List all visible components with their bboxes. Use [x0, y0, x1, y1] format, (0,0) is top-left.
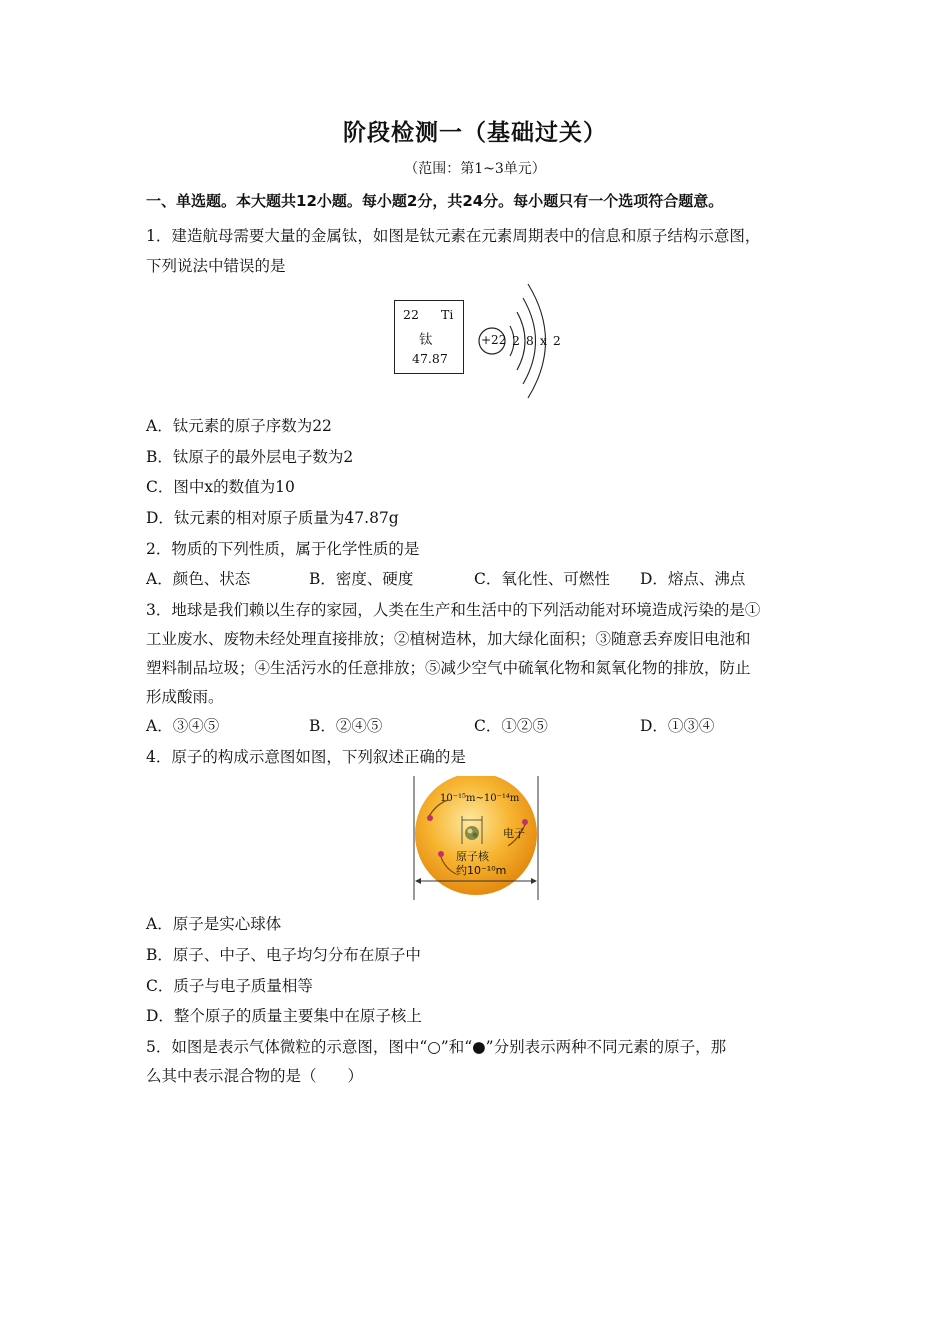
- q1-stem-line1: 1．建造航母需要大量的金属钛，如图是钛元素在元素周期表中的信息和原子结构示意图，: [146, 227, 761, 245]
- q3-option-b: B．②④⑤: [309, 717, 383, 735]
- electron-shells: 2 8 x 2: [512, 333, 561, 348]
- q2-option-c: C．氧化性、可燃性: [474, 570, 610, 588]
- q3-stem-line4: 形成酸雨。: [146, 688, 224, 706]
- q1-option-a: A．钛元素的原子序数为22: [146, 417, 332, 435]
- q1-option-c: C．图中x的数值为10: [146, 478, 295, 496]
- proton-icon: [468, 829, 473, 834]
- element-card: [394, 300, 464, 374]
- q4-option-b: B．原子、中子、电子均匀分布在原子中: [146, 946, 421, 964]
- element-number: 22: [403, 307, 419, 322]
- q3-option-a: A．③④⑤: [146, 717, 220, 735]
- nucleus-label: 原子核: [456, 850, 489, 863]
- q4-option-c: C．质子与电子质量相等: [146, 977, 313, 995]
- q1-option-b: B．钛原子的最外层电子数为2: [146, 448, 354, 466]
- element-symbol: Ti: [441, 307, 454, 322]
- q4-stem: 4．原子的构成示意图如图，下列叙述正确的是: [146, 748, 466, 766]
- element-name: 钛: [419, 332, 433, 348]
- q3-stem-line1: 3．地球是我们赖以生存的家园，人类在生产和生活中的下列活动能对环境造成污染的是①: [146, 601, 761, 619]
- arrowhead-right-icon: [531, 878, 537, 884]
- q3-option-d: D．①③④: [640, 717, 715, 735]
- q1-stem-line2: 下列说法中错误的是: [146, 257, 286, 275]
- q2-option-a: A．颜色、状态: [146, 570, 251, 588]
- q4-option-a: A．原子是实心球体: [146, 915, 282, 933]
- nucleus-charge: +22: [481, 333, 507, 347]
- q5-stem-line1: 5．如图是表示气体微粒的示意图，图中“○”和“●”分别表示两种不同元素的原子，那: [146, 1038, 727, 1056]
- page-subtitle: （范围：第1~3单元）: [404, 161, 546, 177]
- electron-icon: [438, 851, 444, 857]
- arrowhead-left-icon: [415, 878, 421, 884]
- nucleus-size-label: 10⁻¹⁵m~10⁻¹⁴m: [440, 793, 520, 804]
- q1-option-d: D．钛元素的相对原子质量为47.87g: [146, 509, 399, 527]
- q5-stem-line2: 么其中表示混合物的是（ ）: [146, 1067, 364, 1085]
- atom-size-label: 约10⁻¹⁰m: [456, 864, 507, 877]
- section-heading: 一、单选题。本大题共12小题。每小题2分，共24分。每小题只有一个选项符合题意。: [146, 192, 724, 210]
- q3-stem-line2: 工业废水、废物未经处理直接排放；②植树造林，加大绿化面积；③随意丢弃废旧电池和: [146, 630, 751, 648]
- q3-option-c: C．①②⑤: [474, 717, 548, 735]
- nucleus-icon: [465, 826, 479, 840]
- neutron-icon: [473, 833, 478, 838]
- q4-option-d: D．整个原子的质量主要集中在原子核上: [146, 1007, 422, 1025]
- q2-stem: 2．物质的下列性质，属于化学性质的是: [146, 540, 420, 558]
- electron-label: 电子: [503, 827, 525, 840]
- q2-option-d: D．熔点、沸点: [640, 570, 746, 588]
- page-title: 阶段检测一（基础过关）: [343, 120, 607, 146]
- element-mass: 47.87: [412, 351, 448, 366]
- q3-stem-line3: 塑料制品垃圾；④生活污水的任意排放；⑤减少空气中硫氧化物和氮氧化物的排放，防止: [146, 659, 751, 677]
- q2-option-b: B．密度、硬度: [309, 570, 414, 588]
- electron-icon: [427, 815, 433, 821]
